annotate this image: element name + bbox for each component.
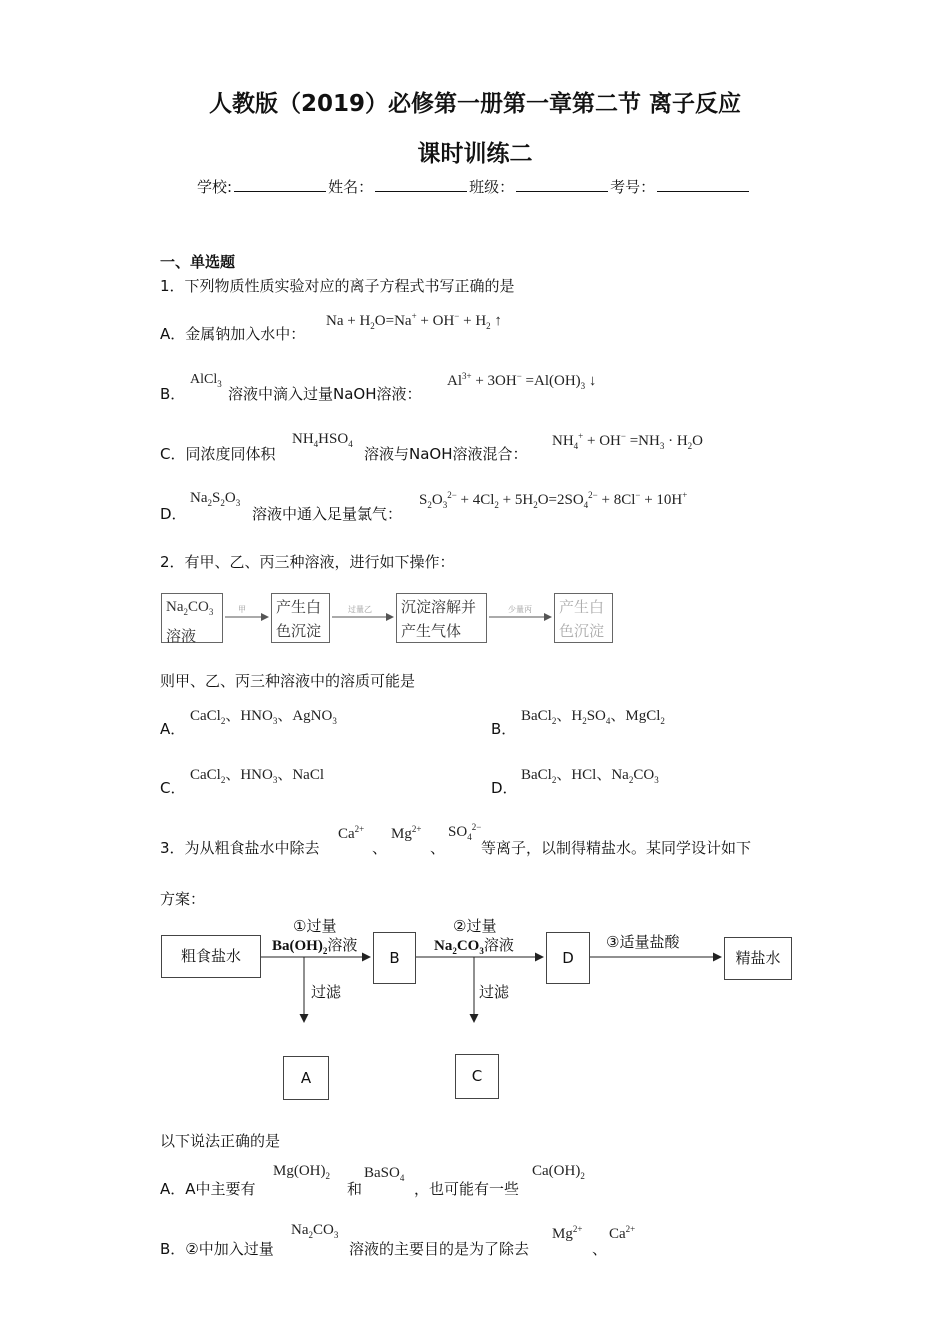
page-title: 人教版（2019）必修第一册第一章第二节 离子反应: [208, 91, 742, 117]
q1-option-b-text: 溶液中滴入过量NaOH溶液：: [228, 385, 422, 403]
q3-step1-reagent: $Ba(OH)_2$: [272, 938, 328, 956]
q2-question: 则甲、乙、丙三种溶液中的溶质可能是: [160, 672, 416, 690]
q3-option-b-na2co3: $Na_2CO_3$: [291, 1222, 339, 1240]
q3-step1-line2: [272, 934, 357, 956]
q2-option-a-formula: CaCl$_2$、$HNO_3$、AgNO$_3$: [190, 708, 337, 726]
exam-no-label: 考号：: [610, 178, 656, 196]
q3-option-b-mg: $Mg^{2+}$: [552, 1224, 583, 1242]
q3-option-a-pre: A．A中主要有: [160, 1180, 256, 1198]
q2-box3-line2: 产生气体: [401, 622, 462, 640]
q3-option-b-sep: 、: [592, 1240, 608, 1258]
q2-stem: 2．有甲、乙、丙三种溶液，进行如下操作：: [160, 553, 455, 571]
q1-option-d-formula: $S_2O_3^{2-} + 4Cl_2 + 5H_2O=2SO_4^{2-} + 8Cl^- + 10H^+$: [419, 490, 688, 510]
q1-option-d-reagent: $Na_2S_2O_3$: [190, 490, 241, 508]
q2-option-b-label: B．: [491, 720, 517, 738]
q2-box3-line1: 沉淀溶解并: [401, 598, 477, 616]
q3-box-c: C: [455, 1054, 499, 1099]
q3-step2-line1: ②过量: [453, 917, 497, 935]
q3-ion-mg: $Mg^{2+}$: [391, 824, 422, 842]
q1-option-b-label: B．: [160, 385, 186, 403]
q3-stem-pre: 3．为从粗食盐水中除去: [160, 839, 320, 857]
q3-option-b-pre: B．②中加入过量: [160, 1240, 274, 1258]
q3-option-b-ca: $Ca^{2+}$: [609, 1224, 636, 1242]
q3-sep-2: 、: [430, 839, 446, 857]
q2-box2-line2: 色沉淀: [276, 622, 322, 640]
q1-option-c-label: C．同浓度同体积: [160, 445, 276, 463]
q3-stem-line2: 方案：: [160, 890, 206, 908]
q3-question: 以下说法正确的是: [160, 1132, 281, 1150]
q3-ion-so4: $SO_4^{2-}$: [448, 822, 482, 842]
q2-arrow-3-label: 少量丙: [508, 605, 532, 614]
q3-filter-2-label: 过滤: [479, 983, 510, 1001]
q2-option-d-formula: BaCl$_2$、HCl、$Na_2CO_3$: [521, 767, 659, 785]
page-subtitle: 课时训练二: [417, 141, 533, 167]
q3-step1-suffix: 溶液: [327, 936, 358, 954]
school-label: 学校:: [197, 178, 233, 196]
q3-step1-line1: ①过量: [293, 917, 337, 935]
q1-option-c-formula: $NH_4^+ + OH^- =NH_3 \cdot H_2O$: [552, 431, 703, 451]
q1-option-a-formula: $Na + H_2O=Na^+ + OH^- + H_2$ ↑: [326, 311, 502, 331]
section-heading: 一、单选题: [160, 253, 236, 271]
q3-box-crude-brine: 粗食盐水: [161, 935, 261, 978]
q3-step2-reagent: $Na_2CO_3$: [434, 938, 484, 956]
q3-option-a-baso4: BaSO$_4$: [364, 1165, 405, 1183]
q3-box-a: A: [283, 1056, 329, 1100]
q3-stem-post: 等离子，以制得精盐水。某同学设计如下: [481, 839, 752, 857]
q2-arrow-2-label: 过量乙: [348, 605, 372, 614]
q3-step3-label: ③适量盐酸: [606, 933, 680, 951]
q2-option-b-formula: BaCl$_2$、$H_2SO_4$、MgCl$_2$: [521, 708, 665, 726]
q2-box2-line1: 产生白: [276, 598, 322, 616]
q1-option-c-reagent: $NH_4HSO_4$: [292, 431, 353, 449]
q2-option-c-formula: CaCl$_2$、$HNO_3$、NaCl: [190, 767, 325, 785]
name-label: 姓名：: [328, 178, 374, 196]
q3-option-b-mid: 溶液的主要目的是为了除去: [349, 1240, 530, 1258]
q1-option-b-reagent: AlCl$_3$: [190, 372, 222, 389]
q2-option-a-label: A．: [160, 720, 186, 738]
q3-filter-1-label: 过滤: [311, 983, 342, 1001]
q2-option-c-label: C．: [160, 779, 186, 797]
q3-step2-line2: [434, 934, 514, 956]
q3-step2-suffix: 溶液: [483, 936, 514, 954]
q2-box1-formula: $Na_2CO_3$: [166, 599, 214, 617]
q1-option-a-label: A．金属钠加入水中：: [160, 325, 306, 343]
q3-option-a-caoh2: $Ca(OH)_2$: [532, 1163, 585, 1181]
q2-box4-line2: 色沉淀: [559, 622, 605, 640]
q1-option-d-text: 溶液中通入足量氯气：: [252, 505, 403, 523]
q3-box-fine-brine: 精盐水: [724, 937, 792, 980]
q2-option-d-label: D．: [491, 779, 518, 797]
q3-box-b: B: [373, 932, 416, 984]
q1-option-d-label: D．: [160, 505, 187, 523]
q3-option-a-post: ，也可能有一些: [414, 1180, 520, 1198]
q3-sep-1: 、: [372, 839, 388, 857]
class-label: 班级：: [469, 178, 515, 196]
q1-stem: 1．下列物质性质实验对应的离子方程式书写正确的是: [160, 277, 515, 295]
q2-arrow-1-label: 甲: [238, 605, 246, 614]
q1-option-c-text: 溶液与NaOH溶液混合：: [364, 445, 528, 463]
q3-stem: [160, 837, 320, 858]
q2-box4-line1: 产生白: [559, 598, 605, 616]
q3-box-d: D: [546, 932, 590, 984]
q3-ion-ca: $Ca^{2+}$: [338, 824, 365, 842]
q3-option-a-and: 和: [347, 1180, 363, 1198]
q3-option-a-mgoh2: $Mg(OH)_2$: [273, 1163, 330, 1181]
q1-option-b-formula: $Al^{3+} + 3OH^- =Al(OH)_3$ ↓: [447, 371, 597, 391]
q2-box1-line2: 溶液: [166, 627, 197, 645]
